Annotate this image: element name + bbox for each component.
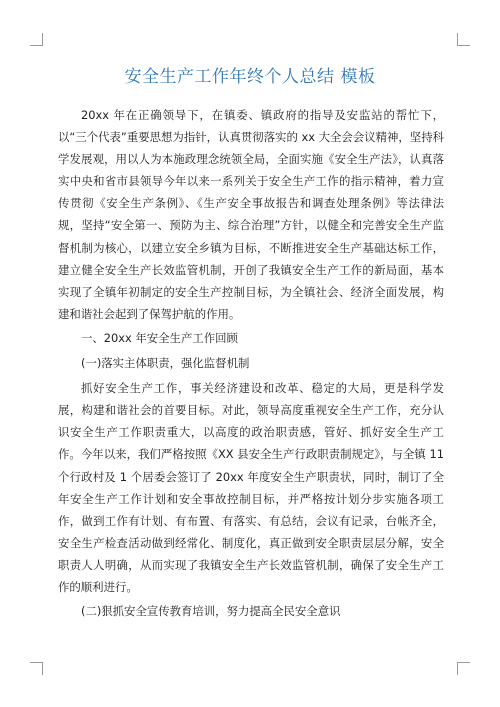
document-body	[58, 104, 444, 625]
subsection-heading-responsibility: (一)落实主体职责，强化监督机制	[81, 356, 250, 371]
crop-mark-top-right	[457, 33, 470, 46]
document-title: 安全生产工作年终个人总结 模板	[124, 67, 376, 87]
section-heading-review: 一、20xx 年安全生产工作回顾	[81, 330, 238, 345]
body-paragraph-intro: 20xx 年在正确领导下，在镇委、镇政府的指导及安监站的帮忙下，以“三个代表”重要思想为指针，认真贯彻落实的 xx 大全会会议精神，坚持科学发展观，用以人为本施政理念统领全局，全面实施《安全生产法》，认真落实中央和省市县领导今年以来一系列关于安全生产工作的指示精神，着力宣传贯彻《安全生产条例》、《生产安全事故报告和调查处理条例》等法律法规，坚持“安全第一、预防为主、综合治理”方针，以健全和完善安全生产监督机制为核心，以建立安全乡镇为目标，不断推进安全生产基础达标工作，建立健全安全生产长效监管机制，开创了我镇安全生产工作的新局面，基本实现了全镇年初制定的安全生产控制目标，为全镇社会、经济全面发展，构建和谐社会起到了保驾护航的作用。	[58, 108, 444, 321]
crop-mark-bottom-left	[30, 662, 43, 675]
crop-mark-top-left	[30, 33, 43, 46]
crop-mark-bottom-right	[457, 662, 470, 675]
subsection-heading-education: (二)狠抓安全宣传教育培训，努力提高全民安全意识	[81, 604, 341, 619]
body-paragraph-responsibility: 抓好安全生产工作，事关经济建设和改革、稳定的大局，更是科学发展，构建和谐社会的首要目标。对此，领导高度重视安全生产工作，充分认识安全生产工作职责重大，以高度的政治职责感，管好、抓好安全生产工作。今年以来，我们严格按照《XX 县安全生产行政职责制规定》，与全镇 11 个行政村及 1 个居委会签订了 20xx 年度安全生产职责状，同时，制订了全年安全生产工作计划和安全事故控制目标，并严格按计划分步实施各项工作，做到工作有计划、有布置、有落实、有总结，会议有记录，台帐齐全，安全生产检查活动做到经常化、制度化，真正做到安全职责层层分解，安全职责人人明确，从而实现了我镇安全生产长效监管机制，确保了安全生产工作的顺利进行。	[58, 381, 444, 594]
